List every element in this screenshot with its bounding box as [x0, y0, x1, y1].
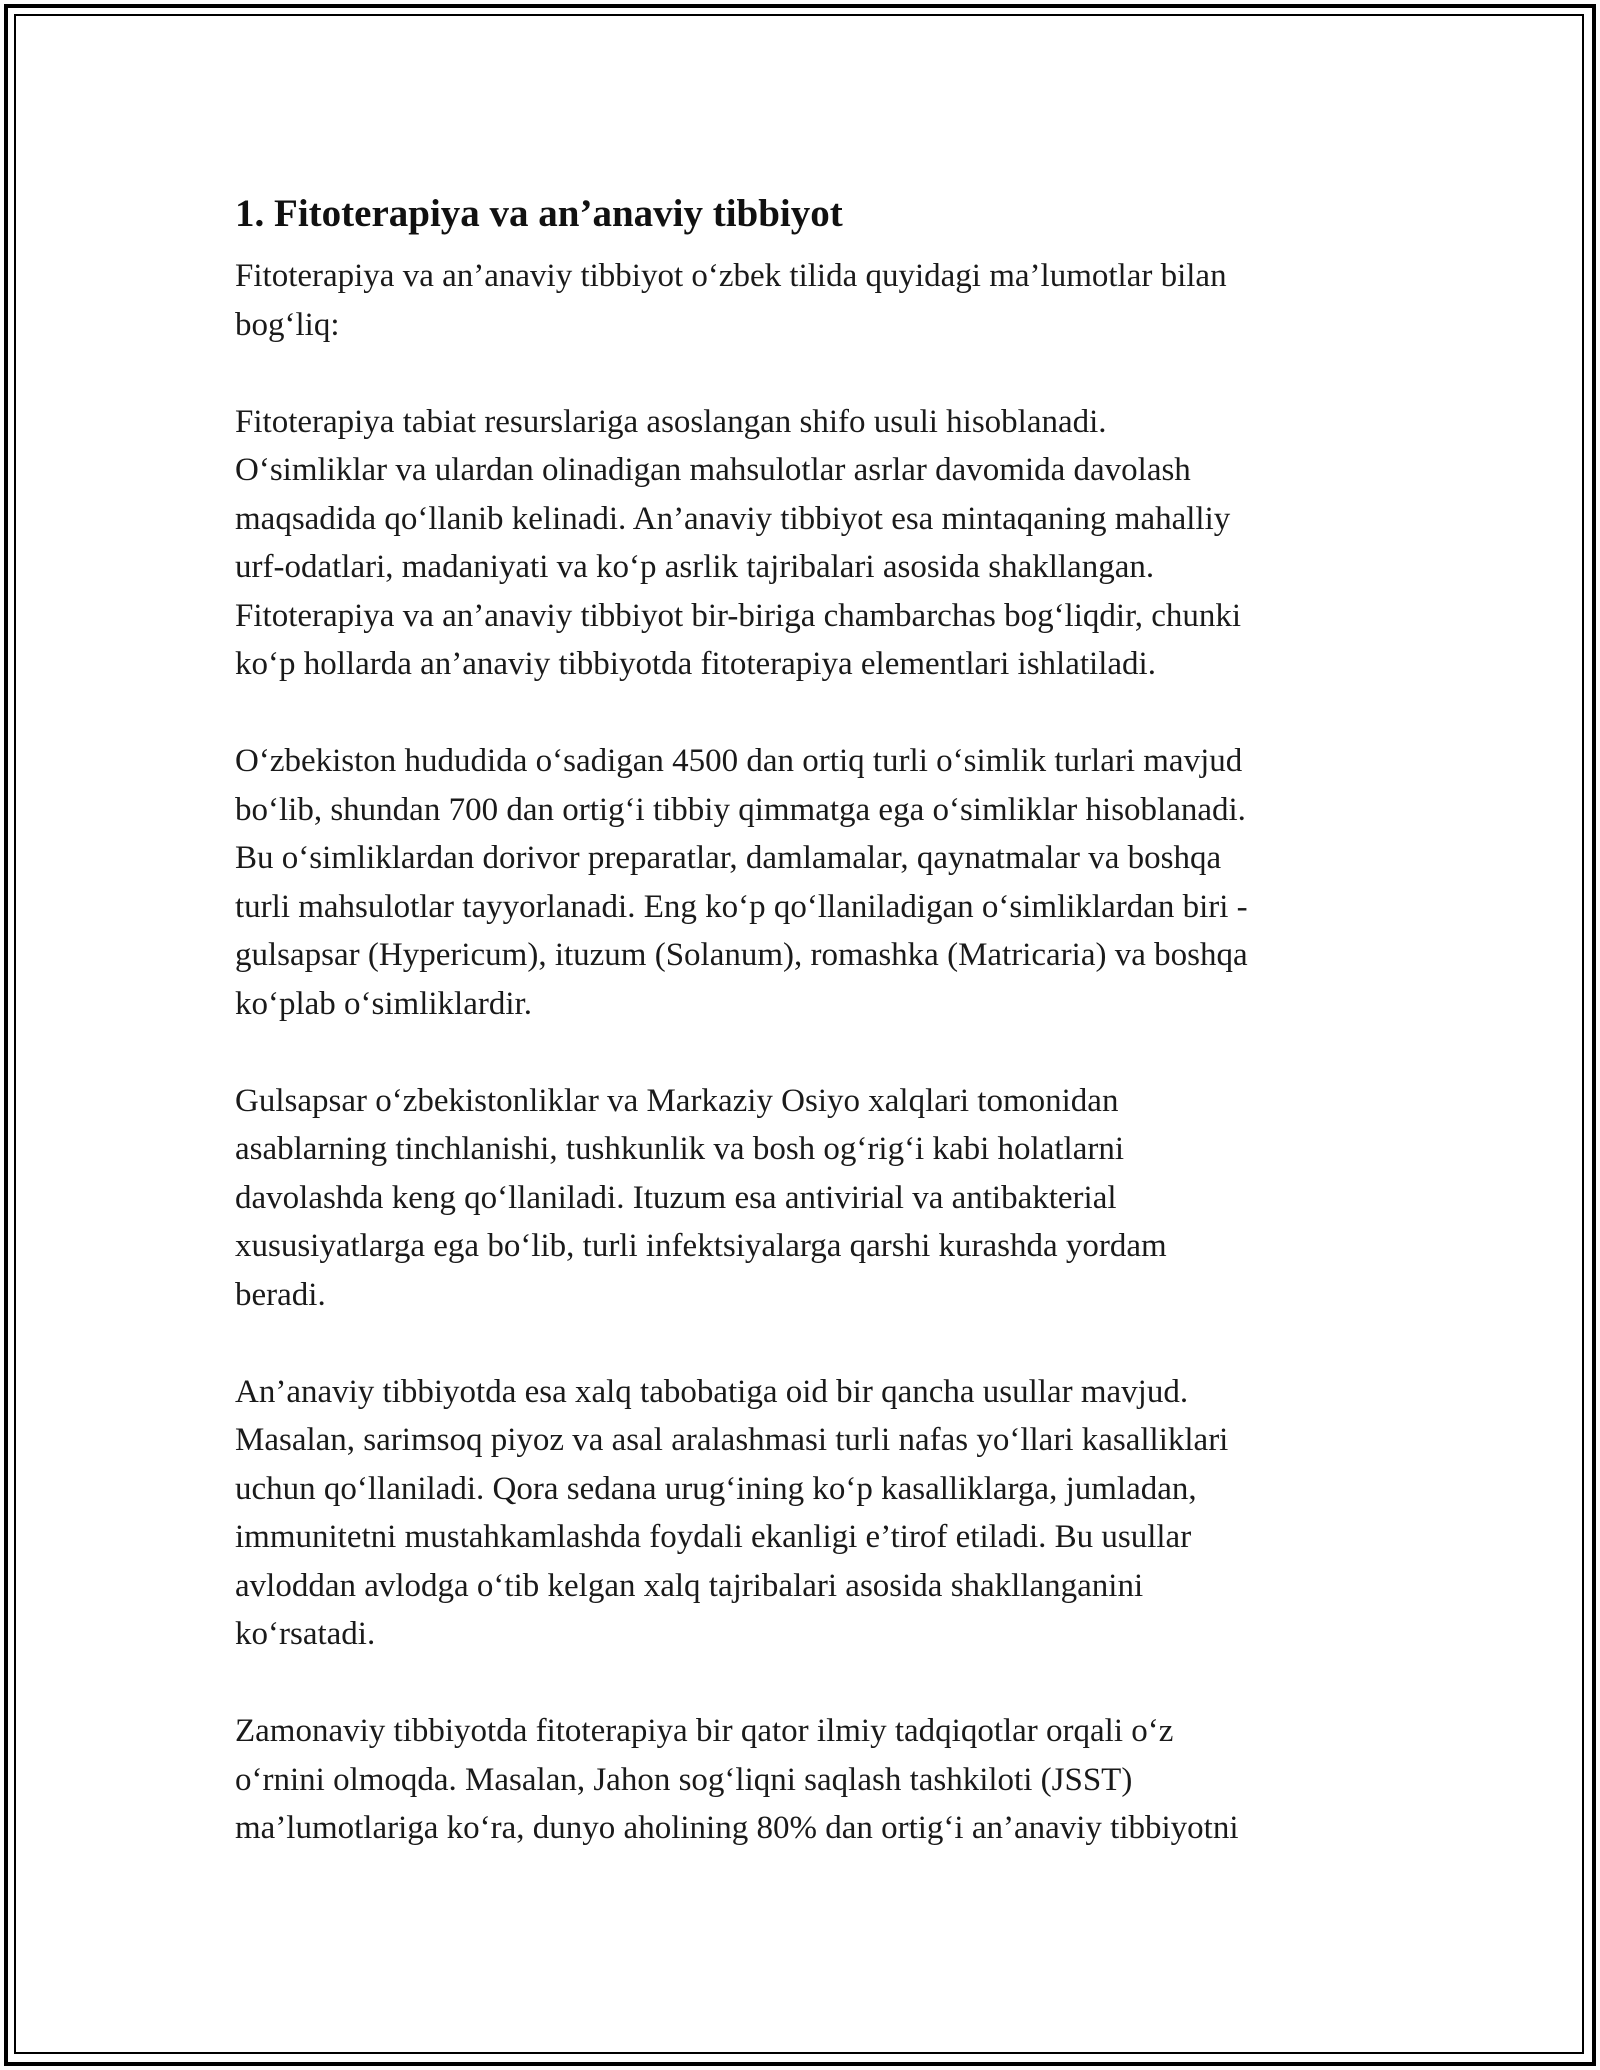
paragraph-xalq-tabobati: An’anaviy tibbiyotda esa xalq tabobatiga oid bir qancha usullar mavjud. Masalan, sarimsoq piyoz va asal aralashmasi turli nafas yo‘llari kasalliklari uchun qo‘llaniladi. Qora sedana urug‘ining ko‘p kasalliklarga, jumladan, immunitetni mustahkamlashda foydali ekanligi e’tirof etiladi. Bu usullar avloddan avlodga o‘tib kelgan xalq tajribalari asosida shakllanganini ko‘rsatadi. [235, 1373, 1229, 1652]
paragraph-zamonaviy: Zamonaviy tibbiyotda fitoterapiya bir qator ilmiy tadqiqotlar orqali o‘z o‘rnini olmoqda. Masalan, Jahon sog‘liqni saqlash tashkiloti (JSST) ma’lumotlariga ko‘ra, dunyo aholining 80% dan ortig‘i an’anaviy tibbiyotni [235, 1713, 1239, 1846]
paragraph-gulsapsar: Gulsapsar o‘zbekistonliklar va Markaziy Osiyo xalqlari tomonidan asablarning tinchlanishi, tushkunlik va bosh og‘rig‘i kabi holatlarni davolashda keng qo‘llaniladi. Ituzum esa antivirial va antibakterial xususiyatlarga ega bo‘lib, turli infektsiyalarga qarshi kurashda yordam beradi. [235, 1082, 1167, 1313]
paragraph-ozbekiston-plants: O‘zbekiston hududida o‘sadigan 4500 dan ortiq turli o‘simlik turlari mavjud bo‘lib, shundan 700 dan ortig‘i tibbiy qimmatga ega o‘simliklar hisoblanadi. Bu o‘simliklardan dorivor preparatlar, damlamalar, qaynatmalar va boshqa turli mahsulotlar tayyorlanadi. Eng ko‘p qo‘llaniladigan o‘simliklardan biri - gulsapsar (Hypericum), ituzum (Solanum), romashka (Matricaria) va boshqa ko‘plab o‘simliklardir. [235, 743, 1248, 1022]
paragraph-intro: Fitoterapiya va an’anaviy tibbiyot o‘zbek tilida quyidagi ma’lumotlar bilan bog‘liq: [235, 258, 1227, 343]
document-body [235, 186, 1380, 1901]
paragraph-fitoterapiya: Fitoterapiya tabiat resurslariga asoslangan shifo usuli hisoblanadi. O‘simliklar va ulardan olinadigan mahsulotlar asrlar davomida davolash maqsadida qo‘llanib kelinadi. An’anaviy tibbiyot esa mintaqaning mahalliy urf-odatlari, madaniyati va ko‘p asrlik tajribalari asosida shakllangan. Fitoterapiya va an’anaviy tibbiyot bir-biriga chambarchas bog‘liqdir, chunki ko‘p hollarda an’anaviy tibbiyotda fitoterapiya elementlari ishlatiladi. [235, 403, 1242, 682]
section-heading: 1. Fitoterapiya va an’anaviy tibbiyot [235, 192, 843, 235]
